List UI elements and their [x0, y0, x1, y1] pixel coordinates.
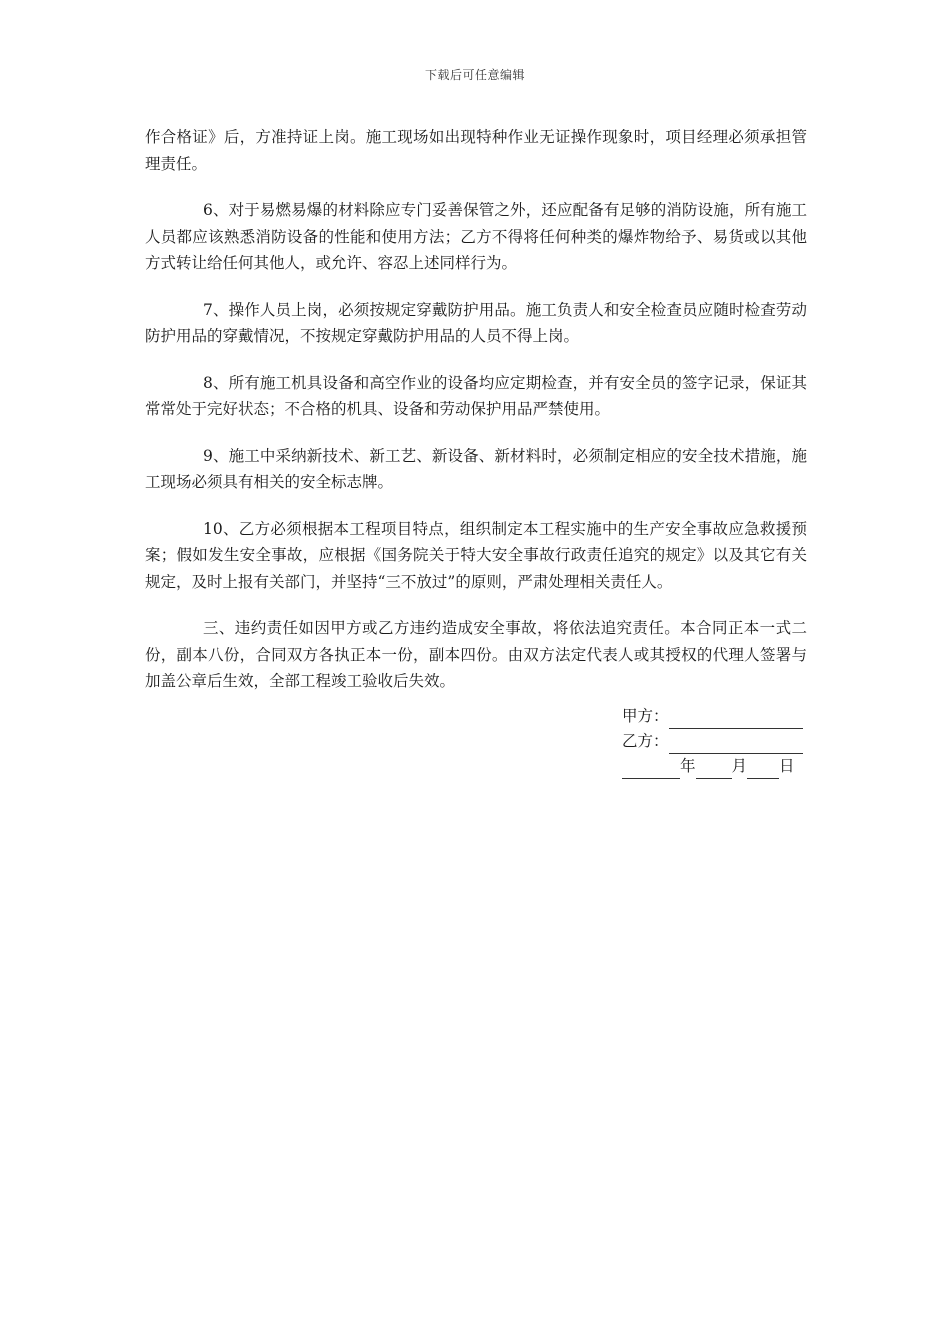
- paragraph-liability: 三、违约责任如因甲方或乙方违约造成安全事故，将依法追究责任。本合同正本一式二份，副本八份，合同双方各执正本一份，副本四份。由双方法定代表人或其授权的代理人签署与加盖公章后生效，全部工程竣工验收后失效。: [145, 619, 807, 690]
- paragraph-item-6: 6、对于易燃易爆的材料除应专门妥善保管之外，还应配备有足够的消防设施，所有施工人员都应该熟悉消防设备的性能和使用方法；乙方不得将任何种类的爆炸物给予、易货或以其他方式转让给任何其他人，或允许、容忍上述同样行为。: [145, 201, 807, 272]
- paragraph-item-9: 9、施工中采纳新技术、新工艺、新设备、新材料时，必须制定相应的安全技术措施，施工现场必须具有相关的安全标志牌。: [145, 446, 807, 491]
- paragraph-item-8: 8、所有施工机具设备和高空作业的设备均应定期检查，并有安全员的签字记录，保证其常常处于完好状态；不合格的机具、设备和劳动保护用品严禁使用。: [145, 373, 807, 418]
- month-label: 月: [731, 757, 748, 775]
- day-label: 日: [779, 757, 795, 775]
- year-blank[interactable]: [622, 760, 680, 779]
- party-b-signature-line[interactable]: [669, 735, 803, 754]
- paragraph-continuation: 作合格证》后，方准持证上岗。施工现场如出现特种作业无证操作现象时，项目经理必须承担管理责任。: [145, 128, 807, 173]
- paragraph-item-7: 7、操作人员上岗，必须按规定穿戴防护用品。施工负责人和安全检查员应随时检查劳动防护用品的穿戴情况，不按规定穿戴防护用品的人员不得上岗。: [145, 300, 807, 345]
- day-blank[interactable]: [747, 760, 779, 779]
- party-b-label: 乙方：: [622, 732, 669, 750]
- document-body: [145, 124, 807, 715]
- party-a-signature-line[interactable]: [669, 710, 803, 729]
- page-header: 下载后可任意编辑: [424, 68, 525, 82]
- year-label: 年: [680, 757, 696, 775]
- signature-block: [622, 704, 812, 779]
- party-a-row: [622, 704, 812, 729]
- party-a-label: 甲方：: [622, 707, 669, 725]
- party-b-row: [622, 729, 812, 754]
- month-blank[interactable]: [696, 760, 732, 779]
- date-row: [622, 754, 812, 779]
- paragraph-item-10: 10、乙方必须根据本工程项目特点，组织制定本工程实施中的生产安全事故应急救援预案；假如发生安全事故，应根据《国务院关于特大安全事故行政责任追究的规定》以及其它有关规定，及时上报有关部门，并坚持“三不放过”的原则，严肃处理相关责任人。: [145, 519, 807, 591]
